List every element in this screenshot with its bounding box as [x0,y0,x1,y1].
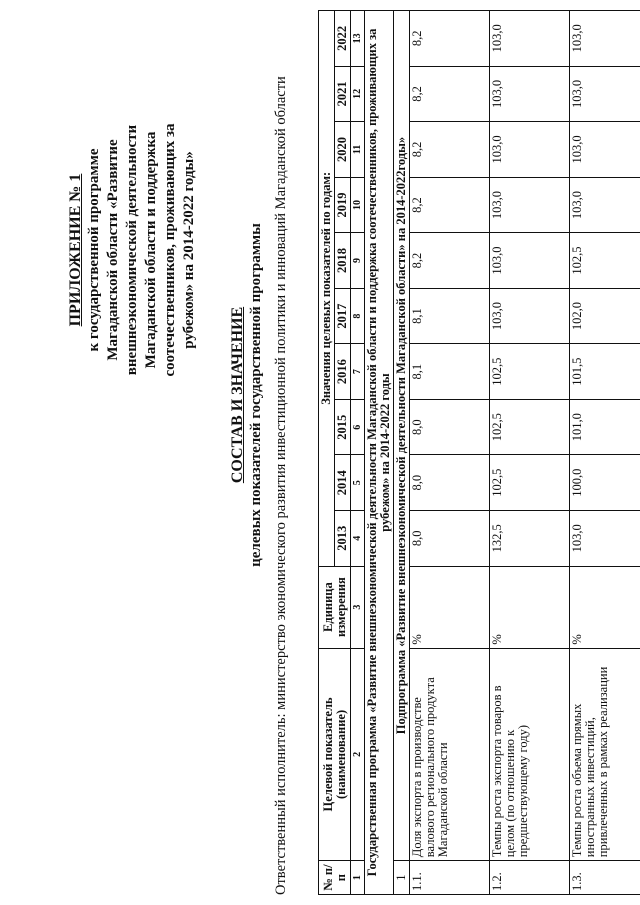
row-num: 1.2. [490,861,570,895]
program-row [365,11,394,895]
row-indicator-name: Доля экспорта в производстве валового регионального продукта Магаданской области [410,648,490,861]
header-year: 2020 [335,122,351,178]
col-number: 13 [351,11,365,67]
row-value: 103,0 [570,511,640,567]
header-year: 2018 [335,233,351,289]
col-number: 7 [351,344,365,400]
col-number: 6 [351,399,365,455]
col-number: 3 [351,566,365,648]
row-value: 103,0 [490,177,570,233]
appendix-line: Магаданской области «Развитие [105,139,121,361]
row-value: 102,5 [570,233,640,289]
row-value: 103,0 [490,122,570,178]
col-number: 8 [351,288,365,344]
table-row [490,11,570,895]
row-unit: % [490,566,570,648]
row-value: 8,1 [410,288,490,344]
header-year: 2013 [335,511,351,567]
col-number: 10 [351,177,365,233]
appendix-line: Магаданской области и поддержка [143,131,159,369]
header-indicator: Целевой показатель (наименование) [319,648,351,861]
row-indicator-name: Темпы роста экспорта товаров в целом (по отношению к предшествующему году) [490,648,570,861]
title-line-2: целевых показателей государственной программы [248,223,264,567]
col-number: 4 [351,511,365,567]
table-row [570,11,640,895]
row-value: 8,0 [410,511,490,567]
row-value: 103,0 [490,66,570,122]
appendix-header [66,40,199,460]
header-values-group: Значения целевых показателей по годам: [319,11,335,567]
row-value: 103,0 [490,11,570,67]
subprogram-row [394,11,410,895]
col-number: 11 [351,122,365,178]
program-title: Государственная программа «Развитие внешнеэкономической деятельности Магаданской области и поддержка соотечественников, проживающих за рубежом» на 2014-2022 годы [365,11,394,895]
row-value: 102,5 [490,455,570,511]
row-value: 100,0 [570,455,640,511]
subprogram-num: 1 [394,861,410,895]
row-value: 101,5 [570,344,640,400]
table-row [410,11,490,895]
row-value: 8,2 [410,66,490,122]
header-year: 2017 [335,288,351,344]
row-unit: % [570,566,640,648]
row-value: 102,5 [490,344,570,400]
col-number: 9 [351,233,365,289]
col-number: 12 [351,66,365,122]
header-year: 2019 [335,177,351,233]
row-value: 132,5 [490,511,570,567]
appendix-line: к государственной программе [86,148,102,352]
row-value: 103,0 [490,288,570,344]
row-value: 8,2 [410,177,490,233]
row-num: 1.1. [410,861,490,895]
row-unit: % [410,566,490,648]
appendix-line: соотечественников, проживающих за [162,123,178,377]
appendix-line: рубежом» на 2014-2022 годы» [181,151,197,349]
row-value: 103,0 [570,11,640,67]
row-indicator-name: Темпы роста объема прямых иностранных инвестиций, привлеченных в рамках реализации [570,648,640,861]
row-value: 8,0 [410,455,490,511]
row-value: 103,0 [490,233,570,289]
column-numbers-row [351,11,365,895]
row-value: 102,0 [570,288,640,344]
header-num: № п/п [319,861,351,895]
header-unit: Единица измерения [319,566,351,648]
header-year: 2022 [335,11,351,67]
appendix-line: внешнеэкономической деятельности [124,124,140,376]
header-year: 2015 [335,399,351,455]
row-value: 101,0 [570,399,640,455]
row-num: 1.3. [570,861,640,895]
subprogram-title: Подпрограмма «Развитие внешнеэкономической деятельности Магаданской области» на 2014-2022годы» [394,11,410,861]
row-value: 8,1 [410,344,490,400]
header-year: 2016 [335,344,351,400]
row-value: 103,0 [570,122,640,178]
col-number: 1 [351,861,365,895]
row-value: 103,0 [570,177,640,233]
row-value: 102,5 [490,399,570,455]
responsible-executor: Ответственный исполнитель: министерство экономического развития инвестиционной политики и инноваций Магаданской области [273,76,289,895]
row-value: 8,0 [410,399,490,455]
appendix-title: ПРИЛОЖЕНИЕ № 1 [67,173,84,327]
indicators-table [318,10,640,895]
header-year: 2014 [335,455,351,511]
document-title [228,45,266,745]
row-value: 8,2 [410,233,490,289]
col-number: 5 [351,455,365,511]
header-year: 2021 [335,66,351,122]
row-value: 103,0 [570,66,640,122]
col-number: 2 [351,648,365,861]
row-value: 8,2 [410,11,490,67]
title-line-1: СОСТАВ И ЗНАЧЕНИЕ [229,306,246,484]
row-value: 8,2 [410,122,490,178]
header-row [319,11,335,895]
